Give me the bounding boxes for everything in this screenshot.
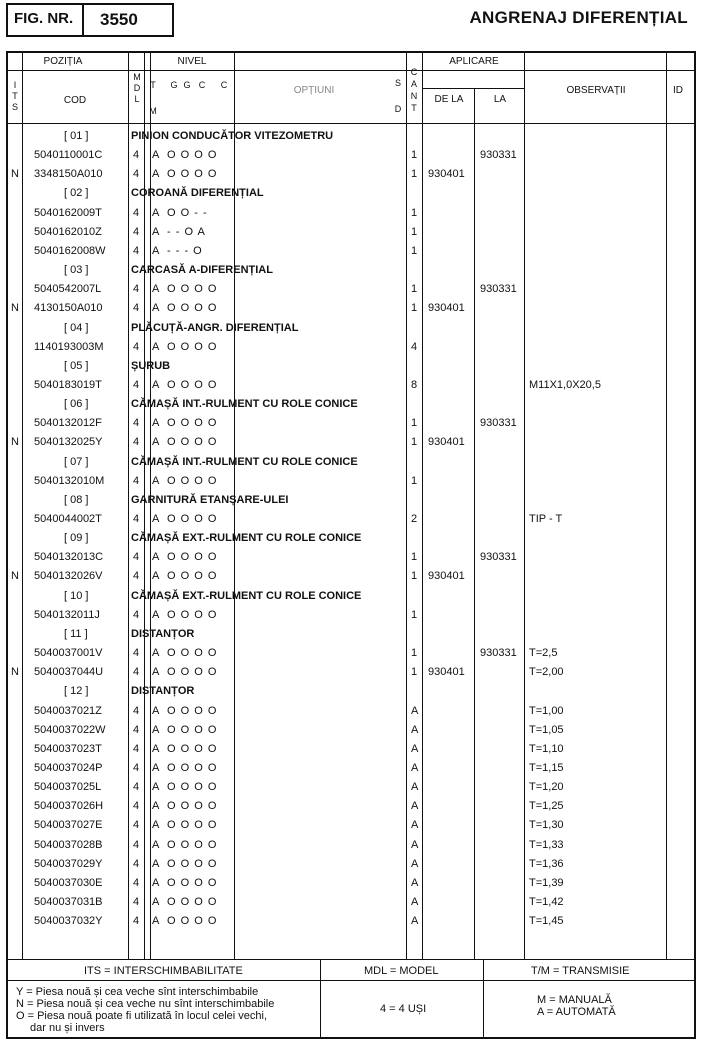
level-options: O O O O [167, 570, 218, 582]
part-code: 5040037022W [34, 724, 106, 736]
position-number: [ 05 ] [64, 360, 89, 372]
level-options: O O O O [167, 705, 218, 717]
model-value: 4 [133, 743, 140, 755]
observation: TIP - T [529, 513, 563, 525]
legend-its-title: ITS = INTERSCHIMBABILITATE [84, 965, 243, 977]
transmission-value: A [152, 513, 160, 525]
legend-its-y: Y = Piesa nouă și cea veche sînt interschimbabile [16, 986, 259, 998]
part-code: 5040037025L [34, 781, 102, 793]
part-code: 5040044002T [34, 513, 102, 525]
quantity: A [411, 877, 419, 889]
transmission-value: A [152, 341, 160, 353]
model-value: 4 [133, 800, 140, 812]
part-code: 5040132012F [34, 417, 102, 429]
table-column-line [666, 53, 667, 959]
model-value: 4 [133, 877, 140, 889]
part-description: COROANĂ DIFERENȚIAL [131, 187, 264, 199]
col-header-pozitia: POZIȚIA [43, 56, 83, 67]
transmission-value: A [152, 724, 160, 736]
aplicare-subheader-line [422, 88, 524, 89]
model-value: 4 [133, 762, 140, 774]
part-code: 5040132025Y [34, 436, 103, 448]
col-header-its: I T S [11, 80, 18, 112]
model-value: 4 [133, 839, 140, 851]
observation: T=1,20 [529, 781, 564, 793]
col-header-de-la: DE LA [434, 94, 464, 105]
quantity: A [411, 705, 419, 717]
applies-from: 930401 [428, 436, 465, 448]
observation: T=1,05 [529, 724, 564, 736]
model-value: 4 [133, 168, 140, 180]
part-description: DISTANȚOR [131, 628, 195, 640]
model-value: 4 [133, 436, 140, 448]
its-flag: N [11, 666, 19, 678]
table-column-line [128, 53, 129, 959]
legend-divider-1 [320, 959, 321, 1038]
legend-its-n: N = Piesa nouă și cea veche nu sînt interschimbabile [16, 998, 275, 1010]
transmission-value: A [152, 915, 160, 927]
col-header-c2: C [220, 80, 228, 90]
position-number: [ 06 ] [64, 398, 89, 410]
model-value: 4 [133, 915, 140, 927]
model-value: 4 [133, 570, 140, 582]
col-header-aplicare: APLICARE [449, 56, 499, 67]
model-value: 4 [133, 226, 140, 238]
col-header-sd: S D [394, 78, 402, 114]
quantity: A [411, 858, 419, 870]
part-code: 5040132010M [34, 475, 105, 487]
transmission-value: A [152, 551, 160, 563]
model-value: 4 [133, 302, 140, 314]
transmission-value: A [152, 417, 160, 429]
transmission-value: A [152, 819, 160, 831]
level-options: O O O O [167, 283, 218, 295]
quantity: A [411, 800, 419, 812]
model-value: 4 [133, 705, 140, 717]
part-code: 5040132011J [34, 609, 100, 621]
model-value: 4 [133, 666, 140, 678]
level-options: O O O O [167, 436, 218, 448]
table-header-line [6, 70, 696, 71]
level-options: O O O O [167, 513, 218, 525]
transmission-value: A [152, 609, 160, 621]
transmission-value: A [152, 839, 160, 851]
applies-from: 930401 [428, 666, 465, 678]
quantity: 1 [411, 417, 418, 429]
observation: T=1,42 [529, 896, 564, 908]
col-header-nivel: NIVEL [177, 56, 207, 67]
applies-from: 930401 [428, 570, 465, 582]
part-code: 5040183019T [34, 379, 102, 391]
observation: T=1,00 [529, 705, 564, 717]
quantity: 1 [411, 666, 418, 678]
transmission-value: A [152, 705, 160, 717]
quantity: 1 [411, 207, 418, 219]
part-code: 5040037030E [34, 877, 103, 889]
part-code: 5040132013C [34, 551, 104, 563]
level-options: O O O O [167, 475, 218, 487]
table-column-line [22, 53, 23, 959]
level-options: O O O O [167, 302, 218, 314]
position-number: [ 09 ] [64, 532, 89, 544]
level-options: O O O O [167, 724, 218, 736]
observation: T=2,5 [529, 647, 558, 659]
transmission-value: A [152, 858, 160, 870]
part-code: 5040110001C [34, 149, 103, 161]
observation: T=1,10 [529, 743, 564, 755]
figure-label: FIG. NR. [14, 10, 74, 27]
part-code: 5040162009T [34, 207, 102, 219]
quantity: 1 [411, 647, 418, 659]
col-header-cant: C A N T [410, 67, 418, 113]
transmission-value: A [152, 149, 160, 161]
position-number: [ 08 ] [64, 494, 89, 506]
observation: T=1,33 [529, 839, 564, 851]
part-code: 5040037021Z [34, 705, 102, 717]
level-options: O O O O [167, 819, 218, 831]
transmission-value: A [152, 762, 160, 774]
legend-divider-2 [483, 959, 484, 1038]
col-header-mdl: M D L [133, 72, 141, 104]
level-options: O O - - [167, 207, 208, 219]
legend-mdl-title: MDL = MODEL [364, 965, 439, 977]
applies-to: 930331 [480, 647, 517, 659]
quantity: 1 [411, 168, 418, 180]
level-options: O O O O [167, 781, 218, 793]
page-title: ANGRENAJ DIFERENȚIAL [469, 8, 688, 27]
observation: T=1,45 [529, 915, 564, 927]
quantity: 1 [411, 551, 418, 563]
quantity: 1 [411, 475, 418, 487]
part-code: 4130150A010 [34, 302, 103, 314]
col-header-optiuni: OPȚIUNI [293, 85, 335, 96]
part-code: 5040037031B [34, 896, 103, 908]
level-options: O O O O [167, 609, 218, 621]
level-options: O O O O [167, 858, 218, 870]
model-value: 4 [133, 475, 140, 487]
quantity: A [411, 762, 419, 774]
legend-header-line [6, 980, 696, 981]
part-code: 5040037001V [34, 647, 103, 659]
transmission-value: A [152, 245, 160, 257]
figure-number: 3550 [100, 10, 138, 29]
part-description: CĂMAȘĂ INT.-RULMENT CU ROLE CONICE [131, 456, 358, 468]
observation: T=1,39 [529, 877, 564, 889]
level-options: O O O O [167, 149, 218, 161]
level-options: - - O A [167, 226, 206, 238]
part-description: DISTANȚOR [131, 685, 195, 697]
model-value: 4 [133, 341, 140, 353]
quantity: A [411, 819, 419, 831]
quantity: 1 [411, 149, 418, 161]
transmission-value: A [152, 207, 160, 219]
parts-table-frame [6, 51, 696, 1039]
model-value: 4 [133, 896, 140, 908]
quantity: A [411, 743, 419, 755]
position-number: [ 03 ] [64, 264, 89, 276]
level-options: O O O O [167, 743, 218, 755]
quantity: 1 [411, 436, 418, 448]
col-header-id: ID [673, 85, 683, 96]
observation: T=1,30 [529, 819, 564, 831]
transmission-value: A [152, 436, 160, 448]
quantity: 1 [411, 283, 418, 295]
level-options: O O O O [167, 839, 218, 851]
quantity: A [411, 781, 419, 793]
level-options: O O O O [167, 877, 218, 889]
legend-its-o-cont: dar nu și invers [30, 1022, 105, 1034]
part-code: 5040132026V [34, 570, 103, 582]
quantity: 1 [411, 302, 418, 314]
part-code: 5040542007L [34, 283, 102, 295]
its-flag: N [11, 168, 19, 180]
applies-to: 930331 [480, 551, 517, 563]
level-options: O O O O [167, 379, 218, 391]
position-number: [ 02 ] [64, 187, 89, 199]
transmission-value: A [152, 302, 160, 314]
level-options: O O O O [167, 762, 218, 774]
part-code: 5040037032Y [34, 915, 103, 927]
legend-tm-title: T/M = TRANSMISIE [531, 965, 630, 977]
transmission-value: A [152, 877, 160, 889]
figure-box-divider [82, 3, 84, 37]
transmission-value: A [152, 226, 160, 238]
observation: M11X1,0X20,5 [529, 379, 601, 391]
table-header-line [6, 123, 696, 124]
quantity: A [411, 724, 419, 736]
col-header-tm: T M [149, 80, 157, 116]
applies-to: 930331 [480, 149, 517, 161]
transmission-value: A [152, 647, 160, 659]
part-code: 5040037029Y [34, 858, 103, 870]
transmission-value: A [152, 168, 160, 180]
de-la-la-divider [474, 88, 475, 959]
quantity: 8 [411, 379, 418, 391]
part-description: CĂMAȘĂ EXT.-RULMENT CU ROLE CONICE [131, 590, 362, 602]
level-options: O O O O [167, 341, 218, 353]
table-column-line [422, 53, 423, 959]
transmission-value: A [152, 666, 160, 678]
level-options: O O O O [167, 915, 218, 927]
part-code: 5040037028B [34, 839, 103, 851]
transmission-value: A [152, 379, 160, 391]
level-options: O O O O [167, 551, 218, 563]
table-column-line [524, 53, 525, 959]
quantity: A [411, 839, 419, 851]
model-value: 4 [133, 379, 140, 391]
model-value: 4 [133, 149, 140, 161]
quantity: 4 [411, 341, 418, 353]
col-header-cod: COD [63, 95, 87, 106]
position-number: [ 10 ] [64, 590, 89, 602]
its-flag: N [11, 570, 19, 582]
col-header-g1: G [170, 80, 178, 90]
quantity: A [411, 915, 419, 927]
part-code: 5040037044U [34, 666, 104, 678]
col-header-la: LA [493, 94, 507, 105]
part-code: 5040037026H [34, 800, 104, 812]
part-code: 5040037024P [34, 762, 103, 774]
model-value: 4 [133, 245, 140, 257]
part-description: CĂMAȘĂ INT.-RULMENT CU ROLE CONICE [131, 398, 358, 410]
its-flag: N [11, 436, 19, 448]
level-options: O O O O [167, 417, 218, 429]
observation: T=1,36 [529, 858, 564, 870]
legend-its-o: O = Piesa nouă poate fi utilizată în locul celei vechi, [16, 1010, 268, 1022]
col-header-g2: G [183, 80, 191, 90]
observation: T=1,25 [529, 800, 564, 812]
part-code: 5040162010Z [34, 226, 102, 238]
model-value: 4 [133, 551, 140, 563]
part-description: ȘURUB [131, 360, 171, 372]
transmission-value: A [152, 800, 160, 812]
position-number: [ 11 ] [64, 628, 88, 640]
part-code: 5040162008W [34, 245, 106, 257]
position-number: [ 04 ] [64, 322, 89, 334]
level-options: - - - O [167, 245, 203, 257]
legend-top-line [6, 959, 696, 960]
part-description: CĂMAȘĂ EXT.-RULMENT CU ROLE CONICE [131, 532, 362, 544]
model-value: 4 [133, 858, 140, 870]
model-value: 4 [133, 647, 140, 659]
model-value: 4 [133, 417, 140, 429]
transmission-value: A [152, 743, 160, 755]
part-description: GARNITURĂ ETANȘARE-ULEI [131, 494, 289, 506]
part-code: 5040037027E [34, 819, 103, 831]
applies-to: 930331 [480, 417, 517, 429]
quantity: A [411, 896, 419, 908]
part-code: 3348150A010 [34, 168, 103, 180]
level-options: O O O O [167, 647, 218, 659]
quantity: 1 [411, 226, 418, 238]
applies-from: 930401 [428, 302, 465, 314]
level-options: O O O O [167, 666, 218, 678]
position-number: [ 12 ] [64, 685, 89, 697]
part-description: PLĂCUȚĂ-ANGR. DIFERENȚIAL [131, 322, 299, 334]
its-flag: N [11, 302, 19, 314]
quantity: 1 [411, 570, 418, 582]
model-value: 4 [133, 724, 140, 736]
model-value: 4 [133, 513, 140, 525]
level-options: O O O O [167, 896, 218, 908]
quantity: 1 [411, 245, 418, 257]
position-number: [ 07 ] [64, 456, 89, 468]
model-value: 4 [133, 207, 140, 219]
part-description: PINION CONDUCĂTOR VITEZOMETRU [131, 130, 334, 142]
legend-tm-auto: A = AUTOMATĂ [537, 1006, 616, 1018]
part-description: CARCASĂ A-DIFERENȚIAL [131, 264, 273, 276]
col-header-observatii: OBSERVAȚII [566, 85, 626, 96]
col-header-c1: C [198, 80, 206, 90]
transmission-value: A [152, 896, 160, 908]
model-value: 4 [133, 819, 140, 831]
transmission-value: A [152, 283, 160, 295]
position-number: [ 01 ] [64, 130, 89, 142]
applies-to: 930331 [480, 283, 517, 295]
legend-mdl-value: 4 = 4 UȘI [380, 1003, 427, 1015]
quantity: 2 [411, 513, 418, 525]
observation: T=2,00 [529, 666, 564, 678]
legend-tm-manual: M = MANUALĂ [537, 994, 612, 1006]
model-value: 4 [133, 283, 140, 295]
part-code: 1140193003M [34, 341, 104, 353]
transmission-value: A [152, 475, 160, 487]
level-options: O O O O [167, 800, 218, 812]
transmission-value: A [152, 781, 160, 793]
table-column-line [406, 53, 407, 959]
observation: T=1,15 [529, 762, 564, 774]
model-value: 4 [133, 609, 140, 621]
part-code: 5040037023T [34, 743, 102, 755]
transmission-value: A [152, 570, 160, 582]
level-options: O O O O [167, 168, 218, 180]
quantity: 1 [411, 609, 418, 621]
model-value: 4 [133, 781, 140, 793]
applies-from: 930401 [428, 168, 465, 180]
